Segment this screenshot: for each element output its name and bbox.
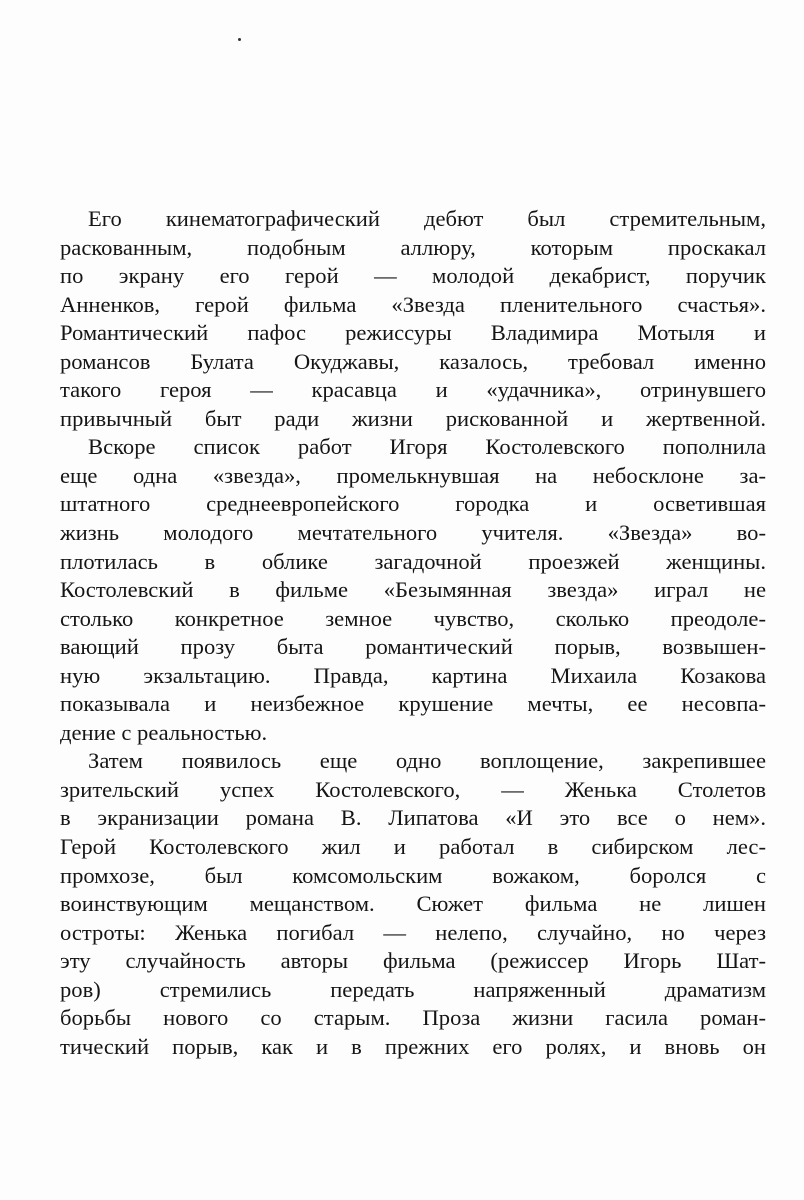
paragraph-1 (60, 205, 766, 433)
text-line: жизнь молодого мечтательного учителя. «Звезда» во- (60, 520, 766, 546)
text-line: столько конкретное земное чувство, сколько преодоле- (60, 605, 766, 631)
text-line: Вскоре список работ Игоря Костолевского пополнила (88, 434, 766, 460)
text-line: Его кинематографический дебют был стремительным, (88, 206, 766, 231)
text-line: по экрану его герой — молодой декабрист, поручик (60, 263, 766, 289)
text-line: ную экзальтацию. Правда, картина Михаила Козакова (60, 662, 766, 688)
text-line: остроты: Женька погибал — нелепо, случайно, но через (60, 919, 766, 945)
text-line: борьбы нового со старым. Проза жизни гасила роман- (60, 1005, 766, 1031)
text-line: Костолевский в фильме «Безымянная звезда» играл не (60, 577, 766, 603)
text-line: ров) стремились передать напряженный драматизм (60, 976, 766, 1002)
text-line: дение с реальностью. (60, 719, 268, 745)
text-line: зрительский успех Костолевского, — Женька Столетов (60, 776, 766, 802)
text-line: романсов Булата Окуджавы, казалось, требовал именно (60, 348, 766, 374)
text-line: штатного среднеевропейского городка и осветившая (60, 491, 766, 517)
text-line: тический порыв, как и в прежних его ролях, и вновь он (60, 1033, 766, 1059)
text-line: привычный быт ради жизни рискованной и жертвенной. (60, 405, 766, 431)
print-speck (238, 38, 241, 41)
text-line: такого героя — красавца и «удачника», отринувшего (60, 377, 766, 403)
text-line: Романтический пафос режиссуры Владимира Мотыля и (60, 320, 766, 346)
text-line: Герой Костолевского жил и работал в сибирском лес- (60, 834, 766, 860)
text-line: Анненков, герой фильма «Звезда пленительного счастья». (60, 291, 766, 317)
body-text (60, 205, 766, 1061)
text-line: Затем появилось еще одно воплощение, закрепившее (88, 748, 766, 774)
text-line: вающий прозу быта романтический порыв, возвышен- (60, 634, 766, 660)
text-line: показывала и неизбежное крушение мечты, ее несовпа- (60, 691, 766, 717)
text-line: раскованным, подобным аллюру, которым проскакал (60, 234, 766, 260)
text-line: плотилась в облике загадочной проезжей женщины. (60, 548, 766, 574)
text-line: промхозе, был комсомольским вожаком, боролся с (60, 862, 766, 888)
text-line: эту случайность авторы фильма (режиссер Игорь Шат- (60, 948, 766, 974)
paragraph-2 (60, 433, 766, 747)
text-line: еще одна «звезда», промелькнувшая на небосклоне за- (60, 462, 766, 488)
text-line: в экранизации романа В. Липатова «И это все о нем». (60, 805, 766, 831)
text-line: воинствующим мещанством. Сюжет фильма не лишен (60, 891, 766, 917)
paragraph-3 (60, 747, 766, 1061)
